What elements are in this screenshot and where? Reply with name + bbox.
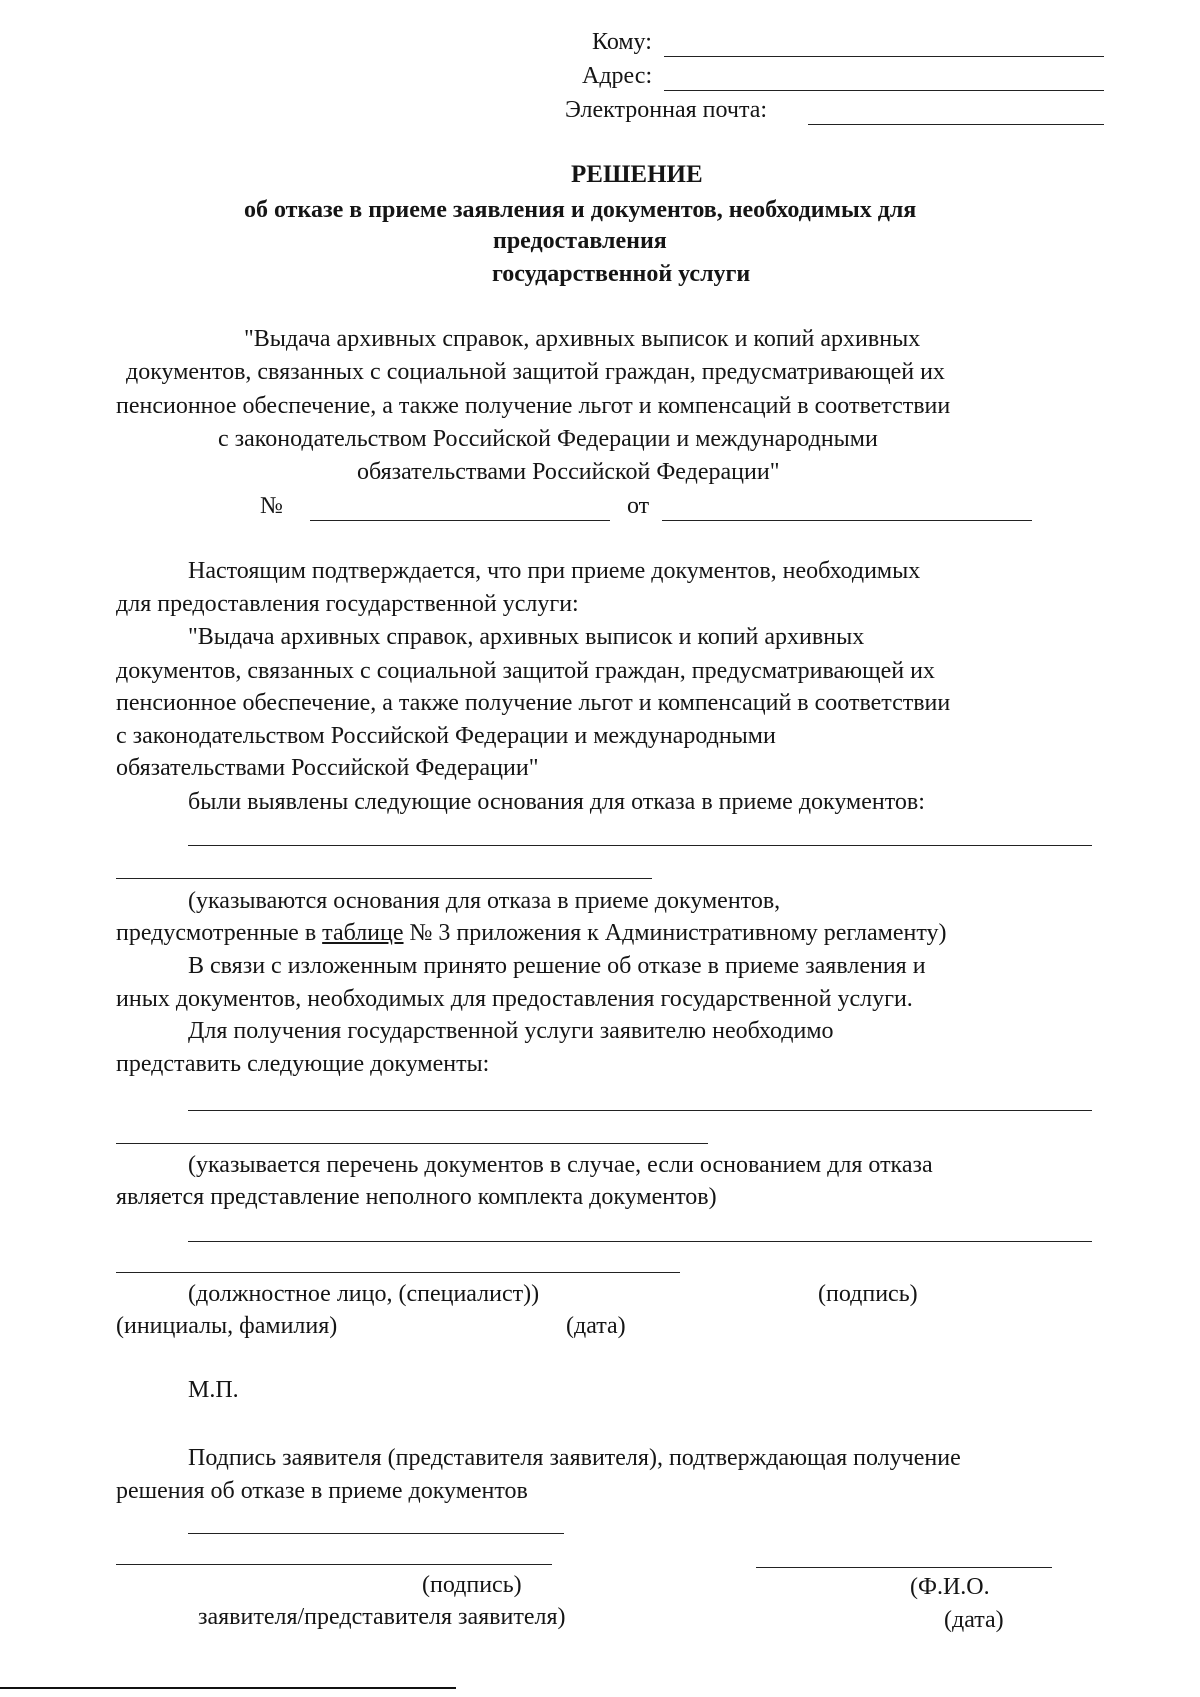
- email-label: Электронная почта:: [565, 97, 768, 123]
- document-subtitle-line1: об отказе в приеме заявления и документов, необходимых для: [244, 197, 917, 223]
- document-subtitle-line3: государственной услуги: [492, 261, 751, 287]
- service-name-line2: документов, связанных с социальной защитой граждан, предусматривающей их: [126, 359, 945, 385]
- date-from-label: от: [627, 493, 650, 519]
- grounds-field-line1[interactable]: [188, 845, 1092, 846]
- documents-field-line2[interactable]: [116, 1143, 708, 1144]
- official-label: (должностное лицо, (специалист)): [188, 1281, 540, 1307]
- number-field-line[interactable]: [310, 520, 610, 521]
- official-field-line1[interactable]: [188, 1241, 1092, 1242]
- official-date-label: (дата): [566, 1313, 626, 1339]
- official-initials-label: (инициалы, фамилия): [116, 1313, 338, 1339]
- required-docs-line1: Для получения государственной услуги заявителю необходимо: [188, 1018, 834, 1044]
- quoted-service-line3: пенсионное обеспечение, а также получение льгот и компенсаций в соответствии: [116, 690, 951, 716]
- applicant-signature-intro-line2: решения об отказе в приеме документов: [116, 1478, 528, 1504]
- confirm-paragraph-line1: Настоящим подтверждается, что при приеме документов, необходимых: [188, 558, 921, 584]
- documents-note-line2: является представление неполного комплекта документов): [116, 1184, 717, 1210]
- address-label: Адрес:: [582, 63, 653, 89]
- grounds-intro: были выявлены следующие основания для отказа в приеме документов:: [188, 789, 925, 815]
- quoted-service-line5: обязательствами Российской Федерации": [116, 755, 539, 781]
- official-signature-label: (подпись): [818, 1281, 918, 1307]
- table-link[interactable]: таблице: [322, 920, 404, 946]
- service-name-line1: "Выдача архивных справок, архивных выписок и копий архивных: [244, 326, 921, 352]
- applicant-signature-intro-line1: Подпись заявителя (представителя заявителя), подтверждающая получение: [188, 1445, 961, 1471]
- applicant-signature-line[interactable]: [116, 1564, 552, 1565]
- scan-edge-divider: [0, 1687, 456, 1689]
- quoted-service-line2: документов, связанных с социальной защитой граждан, предусматривающей их: [116, 658, 935, 684]
- document-title: РЕШЕНИЕ: [571, 161, 703, 188]
- applicant-signature-label: (подпись): [422, 1572, 522, 1598]
- documents-note-line1: (указывается перечень документов в случае, если основанием для отказа: [188, 1152, 933, 1178]
- document-subtitle-line2: предоставления: [493, 228, 667, 254]
- applicant-field-line1[interactable]: [188, 1533, 564, 1534]
- applicant-fio-label: (Ф.И.О.: [910, 1574, 990, 1600]
- service-name-line4: с законодательством Российской Федерации и международными: [218, 426, 878, 452]
- grounds-note-line1: (указываются основания для отказа в приеме документов,: [188, 888, 781, 914]
- official-field-line2[interactable]: [116, 1272, 680, 1273]
- documents-field-line1[interactable]: [188, 1110, 1092, 1111]
- email-field-line[interactable]: [808, 124, 1104, 125]
- service-name-line5: обязательствами Российской Федерации": [357, 459, 780, 485]
- grounds-note-text-end: № 3 приложения к Административному регламенту): [403, 920, 947, 946]
- applicant-role-label: заявителя/представителя заявителя): [198, 1604, 566, 1630]
- date-field-line[interactable]: [662, 520, 1032, 521]
- service-name-line3: пенсионное обеспечение, а также получение льгот и компенсаций в соответствии: [116, 393, 951, 419]
- applicant-name-line[interactable]: [756, 1567, 1052, 1568]
- grounds-note-text: предусмотренные в: [116, 920, 323, 946]
- grounds-note-line2: [116, 918, 947, 948]
- seal-label: М.П.: [188, 1377, 239, 1403]
- to-label: Кому:: [592, 29, 652, 55]
- quoted-service-line4: с законодательством Российской Федерации и международными: [116, 723, 776, 749]
- to-field-line[interactable]: [664, 56, 1104, 57]
- applicant-date-label: (дата): [944, 1607, 1004, 1633]
- decision-paragraph-line1: В связи с изложенным принято решение об отказе в приеме заявления и: [188, 953, 926, 979]
- quoted-service-line1: "Выдача архивных справок, архивных выписок и копий архивных: [188, 624, 865, 650]
- number-label: №: [260, 493, 283, 519]
- confirm-paragraph-line2: для предоставления государственной услуги:: [116, 591, 579, 617]
- decision-paragraph-line2: иных документов, необходимых для предоставления государственной услуги.: [116, 986, 913, 1012]
- address-field-line[interactable]: [664, 90, 1104, 91]
- required-docs-line2: представить следующие документы:: [116, 1051, 490, 1077]
- grounds-field-line2[interactable]: [116, 878, 652, 879]
